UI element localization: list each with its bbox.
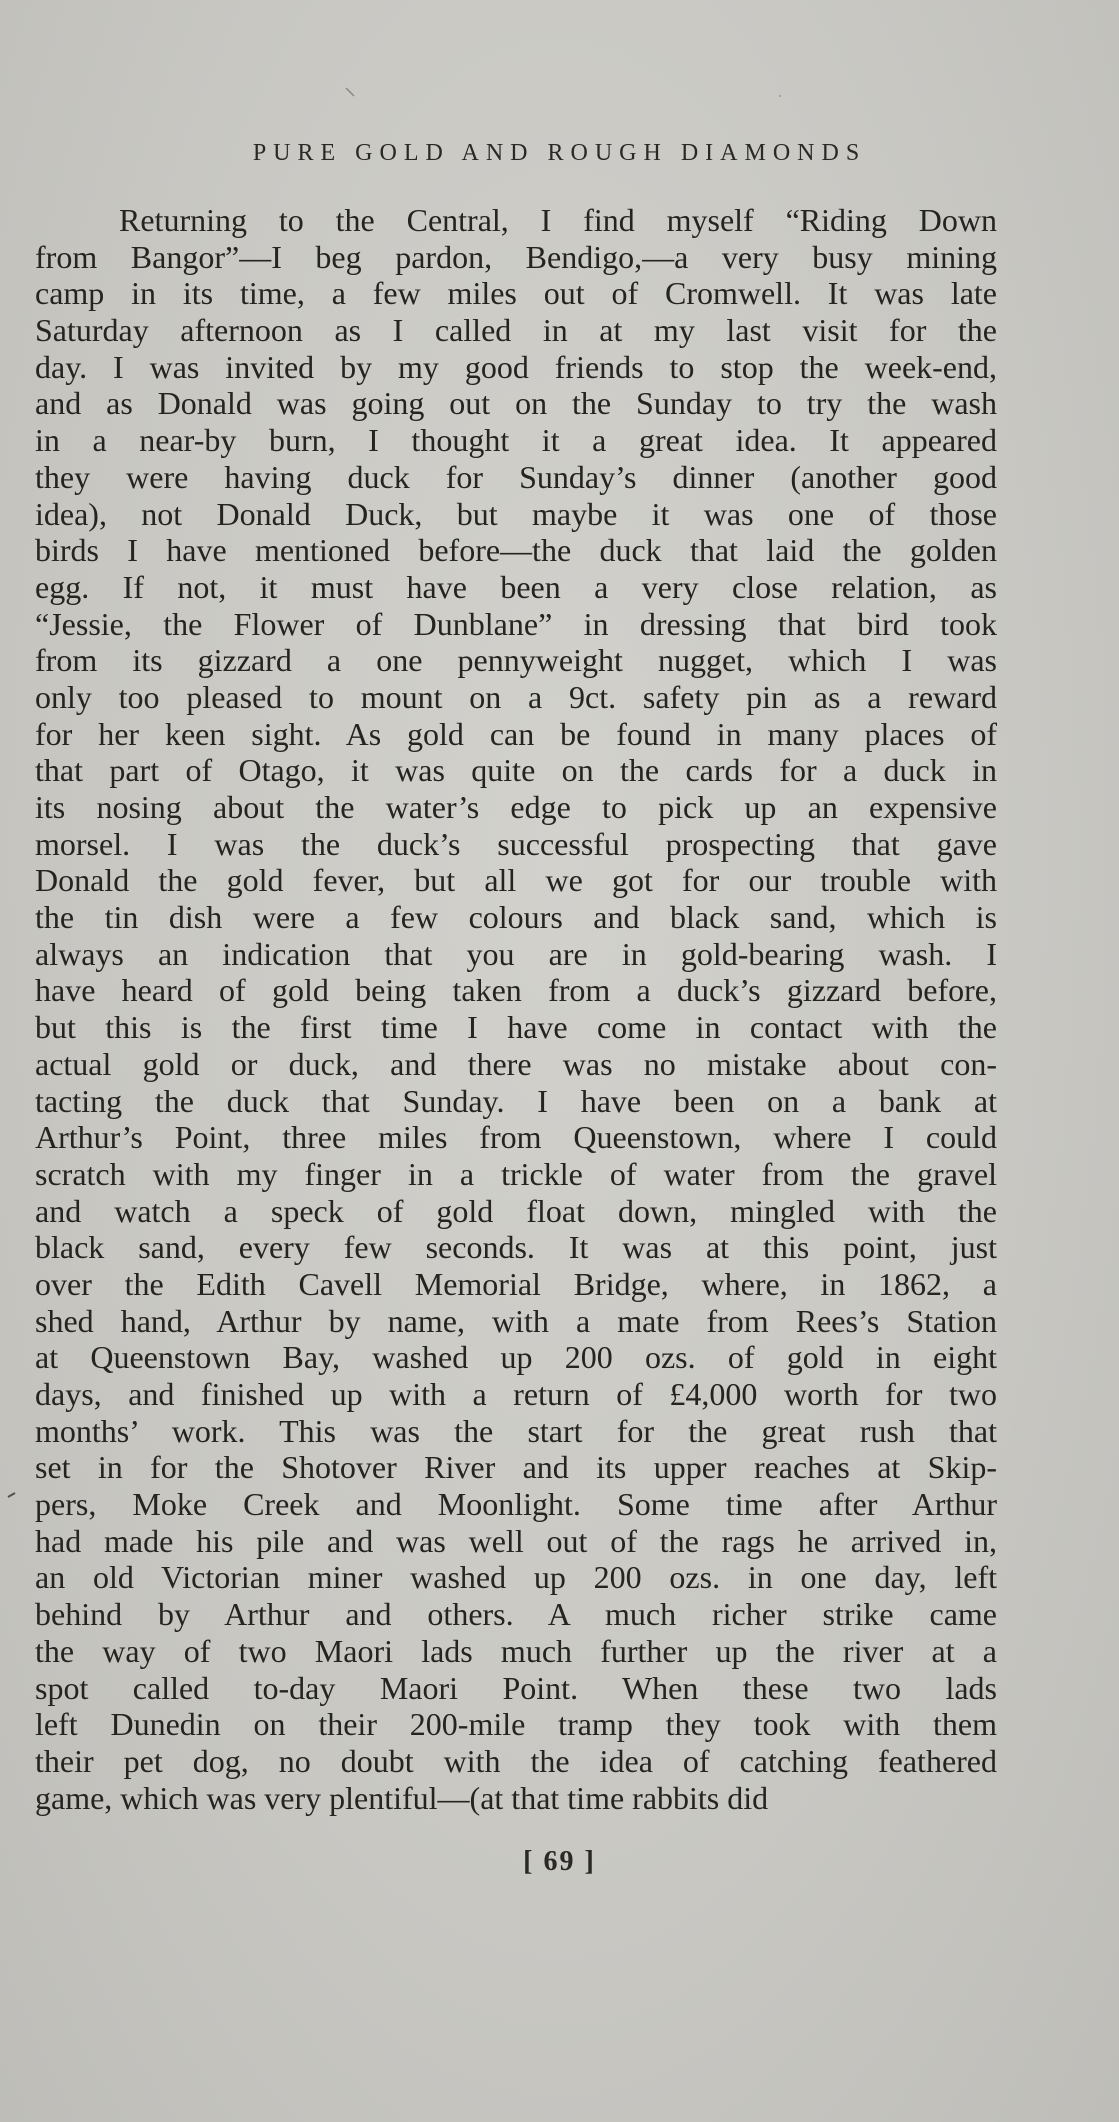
text-line: “Jessie, the Flower of Dunblane” in dressing that bird took xyxy=(35,605,997,642)
text-line: black sand, every few seconds. It was at this point, just xyxy=(35,1229,997,1266)
text-line: only too pleased to mount on a 9ct. safety pin as a reward xyxy=(35,678,997,715)
text-line: the way of two Maori lads much further up the river at a xyxy=(35,1632,997,1669)
text-line: they were having duck for Sunday’s dinner (another good xyxy=(35,458,997,495)
page-number: [ 69 ] xyxy=(523,1846,596,1877)
text-line: egg. If not, it must have been a very close relation, as xyxy=(35,568,997,605)
text-line: shed hand, Arthur by name, with a mate from Rees’s Station xyxy=(35,1302,997,1339)
text-line: behind by Arthur and others. A much richer strike came xyxy=(35,1596,997,1633)
text-line: pers, Moke Creek and Moonlight. Some time after Arthur xyxy=(35,1486,997,1523)
text-line: their pet dog, no doubt with the idea of catching feathered xyxy=(35,1742,997,1779)
text-line: Arthur’s Point, three miles from Queenstown, where I could xyxy=(35,1119,997,1156)
text-line: from Bangor”—I beg pardon, Bendigo,—a very busy mining xyxy=(35,238,997,275)
text-line: idea), not Donald Duck, but maybe it was one of those xyxy=(35,495,997,532)
text-line: set in for the Shotover River and its upper reaches at Skip- xyxy=(35,1449,997,1486)
text-line: over the Edith Cavell Memorial Bridge, where, in 1862, a xyxy=(35,1265,997,1302)
text-line: Returning to the Central, I find myself “Riding Down xyxy=(119,202,997,238)
text-line: day. I was invited by my good friends to stop the week-end, xyxy=(35,348,997,385)
text-line: from its gizzard a one pennyweight nugget, which I was xyxy=(35,642,997,679)
text-line: that part of Otago, it was quite on the cards for a duck in xyxy=(35,752,997,789)
text-line: the tin dish were a few colours and black sand, which is xyxy=(35,899,997,936)
text-line: at Queenstown Bay, washed up 200 ozs. of gold in eight xyxy=(35,1339,997,1376)
text-line: had made his pile and was well out of the rags he arrived in, xyxy=(35,1522,997,1559)
text-line: game, which was very plentiful—(at that time rabbits did xyxy=(35,1779,769,1816)
speck-mark xyxy=(346,88,354,96)
text-line: and as Donald was going out on the Sunday to try the wash xyxy=(35,385,997,422)
text-line: have heard of gold being taken from a duck’s gizzard before, xyxy=(35,972,997,1009)
text-line: spot called to-day Maori Point. When these two lads xyxy=(35,1669,997,1706)
text-line: Donald the gold fever, but all we got for our trouble with xyxy=(35,862,997,899)
text-line: for her keen sight. As gold can be found in many places of xyxy=(35,715,997,752)
text-line: always an indication that you are in gold-bearing wash. I xyxy=(35,935,997,972)
text-line: birds I have mentioned before—the duck that laid the golden xyxy=(35,532,997,569)
text-line: days, and finished up with a return of £4,000 worth for two xyxy=(35,1376,997,1412)
text-line: morsel. I was the duck’s successful prospecting that gave xyxy=(35,825,997,862)
text-line: Saturday afternoon as I called in at my last visit for the xyxy=(35,312,997,349)
text-line: actual gold or duck, and there was no mistake about con- xyxy=(35,1045,997,1082)
text-line: camp in its time, a few miles out of Cromwell. It was late xyxy=(35,275,997,312)
text-line: an old Victorian miner washed up 200 ozs. in one day, left xyxy=(35,1559,997,1596)
speck-mark xyxy=(8,1493,15,1497)
text-line: tacting the duck that Sunday. I have been on a bank at xyxy=(35,1082,997,1119)
text-line: but this is the first time I have come in contact with the xyxy=(35,1009,997,1046)
speck-mark xyxy=(779,95,781,97)
text-line: in a near-by burn, I thought it a great idea. It appeared xyxy=(35,422,997,459)
text-line: and watch a speck of gold float down, mingled with the xyxy=(35,1192,997,1229)
text-line: scratch with my finger in a trickle of water from the gravel xyxy=(35,1155,997,1192)
text-line: months’ work. This was the start for the great rush that xyxy=(35,1412,997,1449)
running-head: PURE GOLD AND ROUGH DIAMONDS xyxy=(252,140,867,166)
text-line: its nosing about the water’s edge to pick up an expensive xyxy=(35,789,997,825)
text-line: left Dunedin on their 200-mile tramp they took with them xyxy=(35,1706,997,1743)
